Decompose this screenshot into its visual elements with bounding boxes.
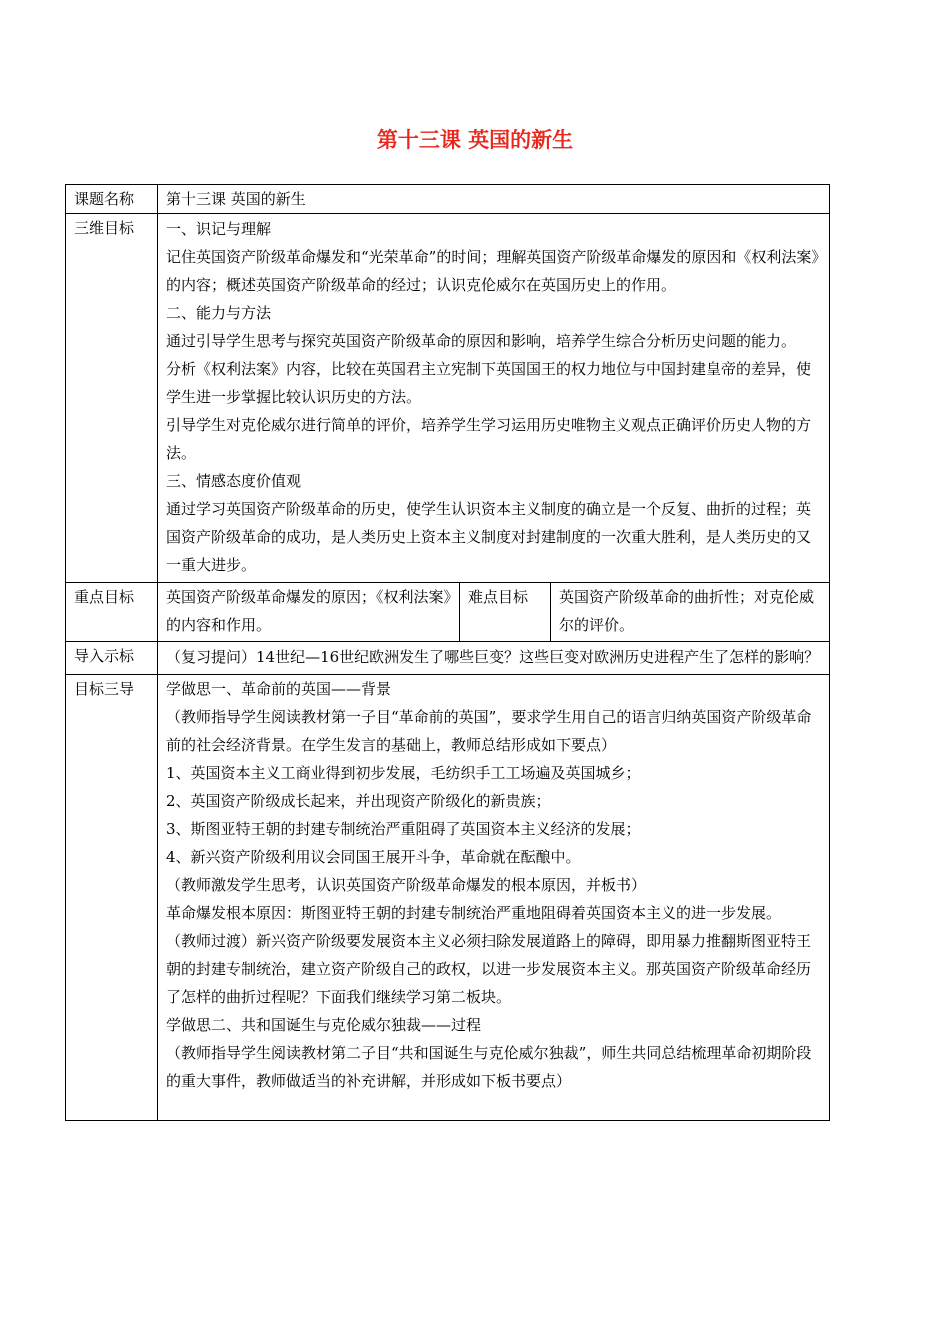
guide-line: 革命爆发根本原因：斯图亚特王朝的封建专制统治严重地阻碍着英国资本主义的进一步发展。 <box>166 904 782 922</box>
objectives-line: 二、能力与方法 <box>166 304 272 322</box>
intro-label: 导入示标 <box>66 642 158 675</box>
objectives-line: 分析《权利法案》内容，比较在英国君主立宪制下英国国王的权力地位与中国封建皇帝的差异，使学生进一步掌握比较认识历史的方法。 <box>166 360 812 406</box>
difficulty-label: 难点目标 <box>460 583 551 642</box>
guide-line: （教师指导学生阅读教材第二子目“共和国诞生与克伦威尔独裁”，师生共同总结梳理革命初期阶段的重大事件，教师做适当的补充讲解，并形成如下板书要点） <box>166 1044 812 1090</box>
page-title: 第十三课 英国的新生 <box>376 127 574 152</box>
objectives-line: 三、情感态度价值观 <box>166 472 302 490</box>
guide-line: 3、斯图亚特王朝的封建专制统治严重阻碍了英国资本主义经济的发展； <box>166 820 641 838</box>
guide-line: （教师指导学生阅读教材第一子目“革命前的英国”，要求学生用自己的语言归纳英国资产阶级革命前的社会经济背景。在学生发言的基础上，教师总结形成如下要点） <box>166 708 812 754</box>
objectives-line: 通过引导学生思考与探究英国资产阶级革命的原因和影响，培养学生综合分析历史问题的能力。 <box>166 332 797 350</box>
guide-line: （教师过渡）新兴资产阶级要发展资本主义必须扫除发展道路上的障碍，即用暴力推翻斯图亚特王朝的封建专制统治，建立资产阶级自己的政权，以进一步发展资本主义。那英国资产阶级革命经历了怎样的曲折过程呢？下面我们继续学习第二板块。 <box>166 932 812 1006</box>
objectives-line: 引导学生对克伦威尔进行简单的评价，培养学生学习运用历史唯物主义观点正确评价历史人物的方法。 <box>166 416 812 462</box>
topic-label: 课题名称 <box>66 185 158 214</box>
topic-value: 第十三课 英国的新生 <box>158 185 830 214</box>
difficulty-value: 英国资产阶级革命的曲折性；对克伦威尔的评价。 <box>551 583 830 642</box>
objectives-content <box>158 214 830 583</box>
objectives-line: 通过学习英国资产阶级革命的历史，使学生认识资本主义制度的确立是一个反复、曲折的过程；英国资产阶级革命的成功，是人类历史上资本主义制度对封建制度的一次重大胜利，是人类历史的又一重大进步。 <box>166 500 812 574</box>
table-row-focus <box>66 583 830 642</box>
guide-line: 2、英国资产阶级成长起来，并出现资产阶级化的新贵族； <box>166 792 551 810</box>
guide-line: 1、英国资本主义工商业得到初步发展，毛纺织手工工场遍及英国城乡； <box>166 764 641 782</box>
guide-line: 学做思一、革命前的英国——背景 <box>166 680 392 698</box>
intro-value: （复习提问）14世纪—16世纪欧洲发生了哪些巨变？这些巨变对欧洲历史进程产生了怎样的影响？ <box>158 642 830 675</box>
table-row-guide <box>66 675 830 1121</box>
table-row-intro <box>66 642 830 675</box>
objectives-label: 三维目标 <box>66 214 158 583</box>
lesson-plan-table <box>65 184 830 1121</box>
focus-value: 英国资产阶级革命爆发的原因；《权利法案》的内容和作用。 <box>158 583 460 642</box>
objectives-line: 记住英国资产阶级革命爆发和“光荣革命”的时间；理解英国资产阶级革命爆发的原因和《权利法案》的内容；概述英国资产阶级革命的经过；认识克伦威尔在英国历史上的作用。 <box>166 248 819 294</box>
guide-line: 学做思二、共和国诞生与克伦威尔独裁——过程 <box>166 1016 482 1034</box>
guide-line: 4、新兴资产阶级利用议会同国王展开斗争，革命就在酝酿中。 <box>166 848 581 866</box>
guide-content <box>158 675 830 1121</box>
guide-label: 目标三导 <box>66 675 158 1121</box>
objectives-line: 一、识记与理解 <box>166 220 272 238</box>
table-row-objectives <box>66 214 830 583</box>
guide-line: （教师激发学生思考，认识英国资产阶级革命爆发的根本原因，并板书） <box>166 876 647 894</box>
focus-label: 重点目标 <box>66 583 158 642</box>
table-row-topic <box>66 185 830 214</box>
